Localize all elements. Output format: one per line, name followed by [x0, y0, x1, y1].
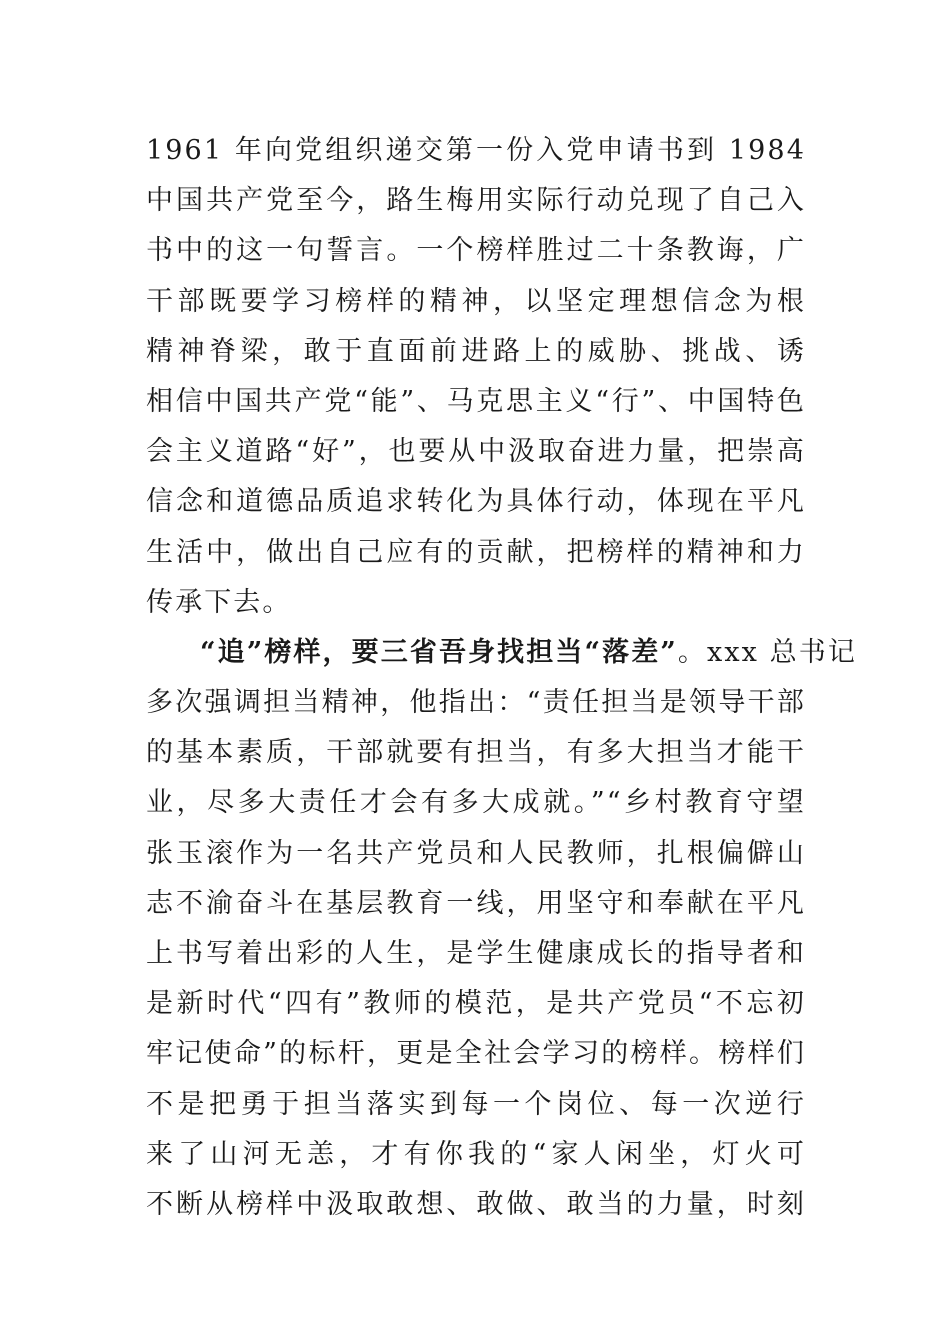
- paragraph-line: 书中的这一句誓言。一个榜样胜过二十条教诲，广: [146, 235, 806, 267]
- paragraph-line: 生活中，做出自己应有的贡献，把榜样的精神和力: [146, 536, 806, 568]
- paragraph-line: 信念和道德品质追求转化为具体行动，体现在平凡: [146, 486, 806, 518]
- paragraph-line: 志不渝奋斗在基层教育一线，用坚守和奉献在平凡: [146, 887, 806, 919]
- paragraph-line: 传承下去。: [146, 586, 292, 618]
- paragraph-line: 会主义道路“好”，也要从中汲取奋进力量，把崇高: [146, 436, 806, 468]
- paragraph-first-line: [146, 628, 857, 678]
- paragraph-line: 牢记使命”的标杆，更是全社会学习的榜样。榜样们: [146, 1038, 806, 1070]
- paragraph-line: 业，尽多大责任才会有多大成就。”“乡村教育守望: [146, 787, 806, 819]
- paragraph-line: 不是把勇于担当落实到每一个岗位、每一次逆行: [146, 1088, 806, 1120]
- section-heading: “追”榜样，要三省吾身找担当“落差”: [200, 636, 678, 668]
- paragraph-line: 精神脊梁，敢于直面前进路上的威胁、挑战、诱: [146, 335, 806, 367]
- paragraph-line: 不断从榜样中汲取敢想、敢做、敢当的力量，时刻: [146, 1188, 806, 1220]
- document-body: [146, 126, 857, 1230]
- paragraph-line: 干部既要学习榜样的精神，以坚定理想信念为根: [146, 285, 806, 317]
- paragraph-line: 多次强调担当精神，他指出：“责任担当是领导干部: [146, 687, 806, 719]
- paragraph-line: 来了山河无恙，才有你我的“家人闲坐，灯火可: [146, 1138, 806, 1170]
- paragraph-line: 的基本素质，干部就要有担当，有多大担当才能干: [146, 737, 806, 769]
- paragraph-line: 相信中国共产党“能”、马克思主义“行”、中国特色: [146, 385, 806, 417]
- paragraph-2: [146, 628, 857, 1230]
- paragraph-1: [146, 126, 806, 628]
- paragraph-line: 张玉滚作为一名共产党员和人民教师，扎根偏僻山: [146, 837, 806, 869]
- paragraph-line: 上书写着出彩的人生，是学生健康成长的指导者和: [146, 938, 806, 969]
- paragraph-line: 是新时代“四有”教师的模范，是共产党员“不忘初: [146, 988, 806, 1020]
- paragraph-line: 中国共产党至今，路生梅用实际行动兑现了自己入: [146, 185, 806, 217]
- paragraph-text: 。xxx 总书记: [677, 636, 857, 668]
- paragraph-line: 1961 年向党组织递交第一份入党申请书到 1984: [146, 135, 806, 166]
